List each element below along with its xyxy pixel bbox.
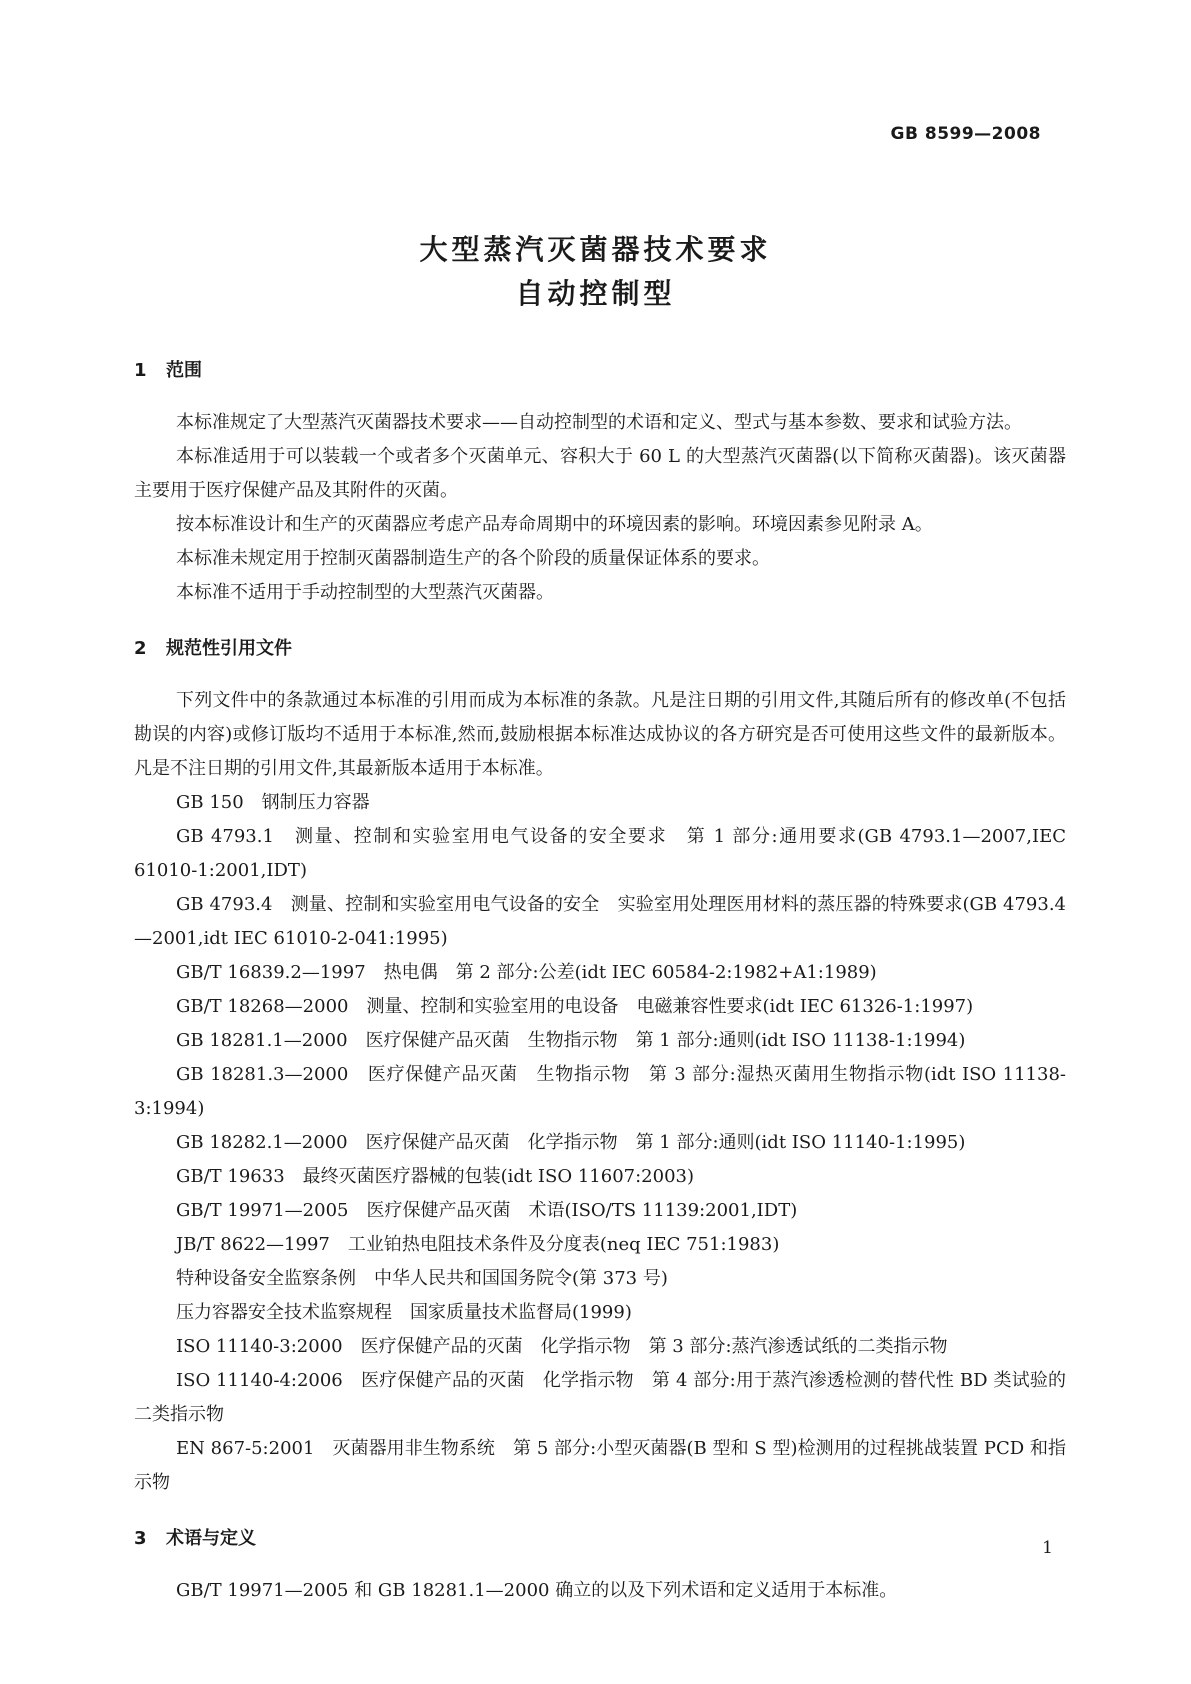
paragraph: 本标准不适用于手动控制型的大型蒸汽灭菌器。 (176, 582, 554, 603)
section-terms-definitions (134, 1522, 1066, 1608)
paragraph: GB/T 19971—2005 和 GB 18281.1—2000 确立的以及下列术语和定义适用于本标准。 (176, 1580, 898, 1601)
reference-item: ISO 11140-3:2000 医疗保健产品的灭菌 化学指示物 第 3 部分:蒸汽渗透试纸的二类指示物 (176, 1336, 948, 1357)
section-number: 1 (134, 360, 147, 381)
section-heading (134, 354, 1066, 388)
document-subtitle: 自动控制型 (515, 277, 676, 310)
document-title: 大型蒸汽灭菌器技术要求 (419, 233, 772, 266)
paragraph: 本标准未规定用于控制灭菌器制造生产的各个阶段的质量保证体系的要求。 (176, 548, 770, 569)
paragraph: 下列文件中的条款通过本标准的引用而成为本标准的条款。凡是注日期的引用文件,其随后所有的修改单(不包括勘误的内容)或修订版均不适用于本标准,然而,鼓励根据本标准达成协议的各方研究是否可使用这些文件的最新版本。凡是不注日期的引用文件,其最新版本适用于本标准。 (134, 690, 1066, 779)
reference-item: 压力容器安全技术监察规程 国家质量技术监督局(1999) (176, 1302, 632, 1323)
section-title: 术语与定义 (166, 1528, 256, 1549)
reference-item: GB 18281.3—2000 医疗保健产品灭菌 生物指示物 第 3 部分:湿热灭菌用生物指示物(idt ISO 11138-3:1994) (134, 1064, 1066, 1119)
reference-item: GB/T 18268—2000 测量、控制和实验室用的电设备 电磁兼容性要求(idt IEC 61326-1:1997) (176, 996, 974, 1017)
section-title: 规范性引用文件 (166, 638, 292, 659)
reference-item: GB 18282.1—2000 医疗保健产品灭菌 化学指示物 第 1 部分:通则(idt ISO 11140-1:1995) (176, 1132, 966, 1153)
reference-item: JB/T 8622—1997 工业铂热电阻技术条件及分度表(neq IEC 751:1983) (176, 1234, 780, 1255)
paragraph: 本标准规定了大型蒸汽灭菌器技术要求——自动控制型的术语和定义、型式与基本参数、要求和试验方法。 (176, 412, 1022, 433)
section-heading (134, 1522, 1066, 1556)
section-heading (134, 632, 1066, 666)
section-number: 2 (134, 638, 147, 659)
section-scope (134, 354, 1066, 610)
section-normative-references (134, 632, 1066, 1500)
reference-item: EN 867-5:2001 灭菌器用非生物系统 第 5 部分:小型灭菌器(B 型和 S 型)检测用的过程挑战装置 PCD 和指示物 (134, 1438, 1066, 1493)
reference-item: GB/T 19633 最终灭菌医疗器械的包装(idt ISO 11607:2003) (176, 1166, 694, 1187)
paragraph: 本标准适用于可以装载一个或者多个灭菌单元、容积大于 60 L 的大型蒸汽灭菌器(以下简称灭菌器)。该灭菌器主要用于医疗保健产品及其附件的灭菌。 (134, 446, 1066, 501)
reference-item: GB 18281.1—2000 医疗保健产品灭菌 生物指示物 第 1 部分:通则(idt ISO 11138-1:1994) (176, 1030, 966, 1051)
reference-item: GB/T 19971—2005 医疗保健产品灭菌 术语(ISO/TS 11139:2001,IDT) (176, 1200, 798, 1221)
paragraph: 按本标准设计和生产的灭菌器应考虑产品寿命周期中的环境因素的影响。环境因素参见附录 A。 (176, 514, 933, 535)
page-number: 1 (1042, 1538, 1053, 1558)
section-title: 范围 (166, 360, 202, 381)
reference-item: GB 4793.1 测量、控制和实验室用电气设备的安全要求 第 1 部分:通用要求(GB 4793.1—2007,IEC 61010-1:2001,IDT) (134, 826, 1066, 881)
reference-item: 特种设备安全监察条例 中华人民共和国国务院令(第 373 号) (176, 1268, 668, 1289)
reference-item: GB 4793.4 测量、控制和实验室用电气设备的安全 实验室用处理医用材料的蒸压器的特殊要求(GB 4793.4—2001,idt IEC 61010-2-041:1995) (134, 894, 1066, 949)
reference-item: GB/T 16839.2—1997 热电偶 第 2 部分:公差(idt IEC 60584-2:1982+A1:1989) (176, 962, 877, 983)
reference-item: ISO 11140-4:2006 医疗保健产品的灭菌 化学指示物 第 4 部分:用于蒸汽渗透检测的替代性 BD 类试验的二类指示物 (134, 1370, 1066, 1425)
reference-item: GB 150 钢制压力容器 (176, 792, 370, 813)
standard-code: GB 8599—2008 (890, 124, 1041, 144)
section-number: 3 (134, 1528, 147, 1549)
document-body (134, 354, 1066, 1630)
